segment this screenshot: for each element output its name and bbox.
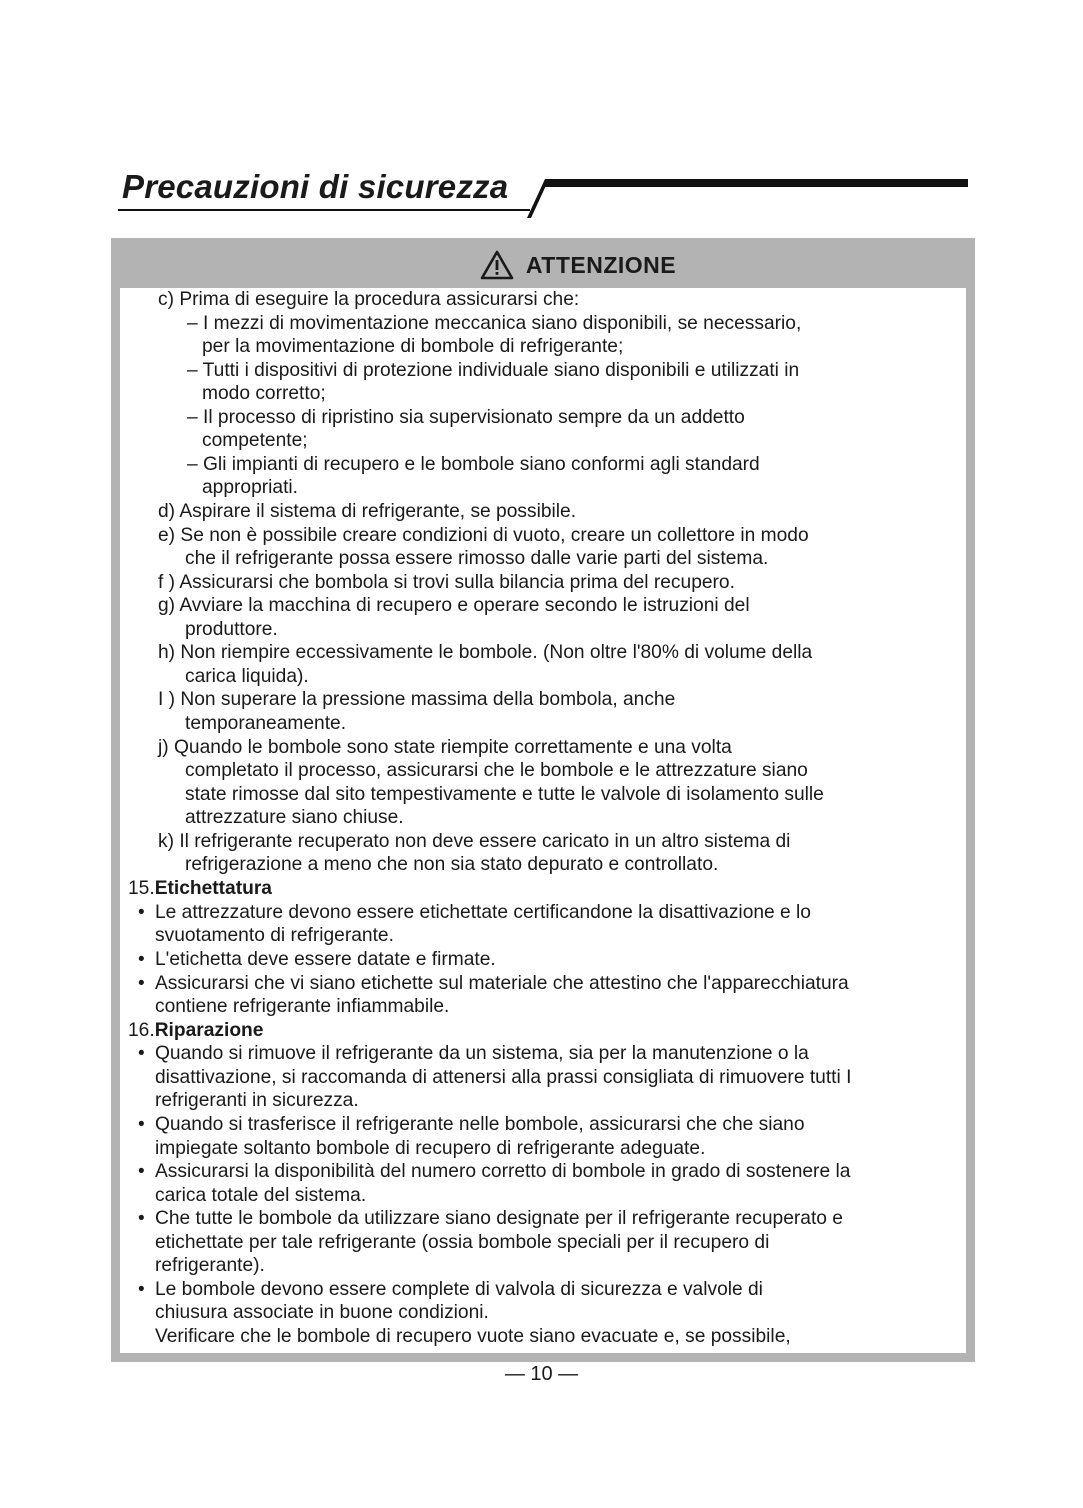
- text-line: c) Prima di eseguire la procedura assicurarsi che:: [158, 289, 580, 310]
- bullet-icon: •: [138, 1208, 145, 1229]
- text-line: – Tutti i dispositivi di protezione individuale siano disponibili e utilizzati in: [187, 360, 800, 381]
- text-line: Verificare che le bombole di recupero vuote siano evacuate e, se possibile,: [155, 1326, 791, 1347]
- title-rule-bar: [543, 179, 968, 187]
- text-line: Assicurarsi che vi siano etichette sul materiale che attestino che l'apparecchiatura: [155, 973, 849, 994]
- text-line: h) Non riempire eccessivamente le bombole. (Non oltre l'80% di volume della: [158, 642, 813, 663]
- title-rule: [0, 0, 1083, 240]
- text-line: disattivazione, si raccomanda di attenersi alla prassi consigliata di rimuovere tutti I: [155, 1067, 852, 1088]
- text-line: carica liquida).: [185, 666, 309, 687]
- bullet-icon: •: [138, 1279, 145, 1300]
- text-line: Le bombole devono essere complete di valvola di sicurezza e valvole di: [155, 1279, 763, 1300]
- title-rule-slash: [527, 179, 549, 218]
- text-line: temporaneamente.: [185, 713, 347, 734]
- section-title: Etichettatura: [154, 878, 272, 899]
- section-number: 15.: [128, 878, 155, 899]
- text-line: carica totale del sistema.: [155, 1185, 367, 1206]
- text-line: Che tutte le bombole da utilizzare siano designate per il refrigerante recuperato e: [155, 1208, 843, 1229]
- bullet-icon: •: [138, 1114, 145, 1135]
- page-number: — 10 —: [504, 1363, 579, 1385]
- text-line: attrezzature siano chiuse.: [185, 807, 404, 828]
- bullet-icon: •: [138, 902, 145, 923]
- warning-triangle-icon: [480, 250, 514, 280]
- text-line: Quando si trasferisce il refrigerante nelle bombole, assicurarsi che che siano: [155, 1114, 805, 1135]
- section-number: 16.: [128, 1020, 155, 1041]
- text-line: chiusura associate in buone condizioni.: [155, 1302, 489, 1323]
- warning-header: [111, 250, 975, 285]
- text-line: etichettate per tale refrigerante (ossia bombole speciali per il recupero di: [155, 1232, 770, 1253]
- text-line: appropriati.: [202, 477, 298, 498]
- bullet-icon: •: [138, 949, 145, 970]
- warning-label: ATTENZIONE: [525, 251, 677, 278]
- text-line: L'etichetta deve essere datate e firmate.: [155, 949, 496, 970]
- text-line: produttore.: [185, 619, 278, 640]
- text-line: refrigerazione a meno che non sia stato depurato e controllato.: [185, 854, 719, 875]
- text-line: state rimosse dal sito tempestivamente e tutte le valvole di isolamento sulle: [185, 784, 824, 805]
- text-line: j) Quando le bombole sono state riempite correttamente e una volta: [158, 737, 732, 758]
- text-line: contiene refrigerante infiammabile.: [155, 996, 450, 1017]
- text-line: k) Il refrigerante recuperato non deve essere caricato in un altro sistema di: [158, 831, 791, 852]
- section-title: Riparazione: [154, 1020, 264, 1041]
- text-line: – Gli impianti di recupero e le bombole siano conformi agli standard: [187, 454, 760, 475]
- bullet-icon: •: [138, 1161, 145, 1182]
- text-line: svuotamento di refrigerante.: [155, 925, 394, 946]
- text-line: Le attrezzature devono essere etichettate certificandone la disattivazione e lo: [155, 902, 811, 923]
- text-line: refrigeranti in sicurezza.: [155, 1090, 359, 1111]
- text-line: g) Avviare la macchina di recupero e operare secondo le istruzioni del: [158, 595, 750, 616]
- text-line: – I mezzi di movimentazione meccanica siano disponibili, se necessario,: [187, 313, 802, 334]
- text-line: modo corretto;: [202, 383, 326, 404]
- bullet-icon: •: [138, 1043, 145, 1064]
- bullet-icon: •: [138, 973, 145, 994]
- section-heading-etichettatura: [128, 877, 272, 901]
- text-line: refrigerante).: [155, 1255, 265, 1276]
- text-line: f ) Assicurarsi che bombola si trovi sulla bilancia prima del recupero.: [158, 572, 735, 593]
- text-line: competente;: [202, 430, 308, 451]
- text-line: d) Aspirare il sistema di refrigerante, se possibile.: [158, 501, 577, 522]
- text-line: I ) Non superare la pressione massima della bombola, anche: [158, 689, 676, 710]
- page-title: Precauzioni di sicurezza: [122, 168, 509, 205]
- text-line: completato il processo, assicurarsi che le bombole e le attrezzature siano: [185, 760, 808, 781]
- text-line: impiegate soltanto bombole di recupero di refrigerante adeguate.: [155, 1138, 706, 1159]
- text-line: per la movimentazione di bombole di refrigerante;: [202, 336, 624, 357]
- section-heading-riparazione: [128, 1019, 263, 1043]
- text-line: e) Se non è possibile creare condizioni di vuoto, creare un collettore in modo: [158, 525, 809, 546]
- text-line: Assicurarsi la disponibilità del numero corretto di bombole in grado di sostenere la: [155, 1161, 851, 1182]
- text-line: che il refrigerante possa essere rimosso dalle varie parti del sistema.: [185, 548, 769, 569]
- text-line: Quando si rimuove il refrigerante da un sistema, sia per la manutenzione o la: [155, 1043, 809, 1064]
- text-line: – Il processo di ripristino sia supervisionato sempre da un addetto: [187, 407, 745, 428]
